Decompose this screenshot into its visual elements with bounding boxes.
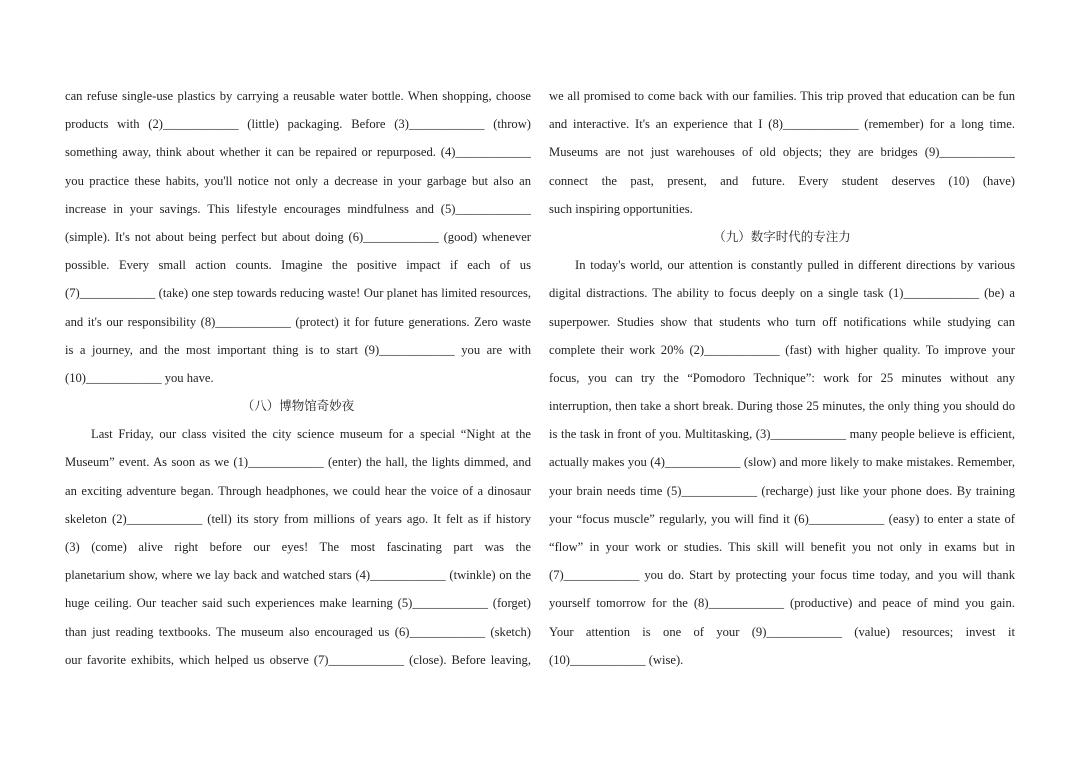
text-line: (3) (come) alive right before our eyes! The most fascinating part was the bbox=[65, 540, 531, 554]
text-line: “flow” in your work or studies. This skill will benefit you not only in exams but in bbox=[549, 540, 1015, 554]
text-line: is a journey, and the most important thing is to start (9)____________ you are with bbox=[65, 342, 531, 357]
text-line: is the task in front of you. Multitasking, (3)____________ many people believe is efficient, bbox=[549, 427, 1015, 442]
text-line: (10)____________ you have. bbox=[65, 370, 214, 385]
text-line: interruption, then take a short break. During those 25 minutes, the only thing you should do bbox=[549, 399, 1015, 414]
text-line: our favorite exhibits, which helped us observe (7)____________ (close). Before leaving, bbox=[65, 652, 531, 667]
text-line: huge ceiling. Our teacher said such experiences make learning (5)____________ (forget) bbox=[65, 596, 531, 611]
left-column bbox=[65, 82, 531, 674]
text-line: your “focus muscle” regularly, you will find it (6)____________ (easy) to enter a state of bbox=[549, 511, 1015, 526]
text-line: and interactive. It's an experience that I (8)____________ (remember) for a long time. bbox=[549, 117, 1015, 132]
section-heading-museum-night: （八）博物馆奇妙夜 bbox=[241, 398, 355, 414]
text-line: Your attention is one of your (9)____________ (value) resources; invest it bbox=[549, 624, 1015, 639]
text-line: than just reading textbooks. The museum also encouraged us (6)____________ (sketch) bbox=[65, 624, 531, 639]
text-line: and it's our responsibility (8)____________ (protect) it for future generations. Zero waste bbox=[65, 314, 531, 329]
text-line: (simple). It's not about being perfect but about doing (6)____________ (good) whenever bbox=[65, 229, 531, 244]
text-line: actually makes you (4)____________ (slow) and more likely to make mistakes. Remember, bbox=[549, 455, 1015, 470]
section-heading-digital-focus: （九）数字时代的专注力 bbox=[713, 228, 851, 244]
text-line: (7)____________ you do. Start by protecting your focus time today, and you will thank bbox=[549, 568, 1015, 583]
text-line: something away, think about whether it can be repaired or repurposed. (4)____________ bbox=[65, 145, 531, 160]
text-line: planetarium show, where we lay back and watched stars (4)____________ (twinkle) on the bbox=[65, 568, 531, 583]
text-line: possible. Every small action counts. Imagine the positive impact if each of us bbox=[65, 258, 531, 273]
text-line: focus, you can try the “Pomodoro Technique”: work for 25 minutes without any bbox=[549, 370, 1015, 385]
text-line: can refuse single-use plastics by carrying a reusable water bottle. When shopping, choose bbox=[65, 89, 531, 103]
text-line: products with (2)____________ (little) packaging. Before (3)____________ (throw) bbox=[65, 117, 531, 132]
text-line: Museum” event. As soon as we (1)____________ (enter) the hall, the lights dimmed, and bbox=[65, 455, 531, 470]
text-line: (7)____________ (take) one step towards reducing waste! Our planet has limited resources, bbox=[65, 286, 531, 301]
text-line: Last Friday, our class visited the city science museum for a special “Night at the bbox=[91, 427, 531, 442]
text-line: In today's world, our attention is constantly pulled in different directions by various bbox=[575, 258, 1015, 273]
text-line: increase in your savings. This lifestyle encourages mindfulness and (5)____________ bbox=[65, 201, 531, 216]
text-line: an exciting adventure began. Through headphones, we could hear the voice of a dinosaur bbox=[65, 483, 531, 498]
text-line: superpower. Studies show that students who turn off notifications while studying can bbox=[549, 314, 1015, 329]
text-line: your brain needs time (5)____________ (recharge) just like your phone does. By training bbox=[549, 483, 1015, 498]
text-line: you practice these habits, you'll notice not only a decrease in your garbage but also an bbox=[65, 173, 531, 188]
right-column bbox=[549, 82, 1015, 674]
text-line: (10)____________ (wise). bbox=[549, 652, 684, 667]
text-line: complete their work 20% (2)____________ (fast) with higher quality. To improve your bbox=[549, 342, 1015, 357]
text-line: yourself tomorrow for the (8)____________ (productive) and peace of mind you gain. bbox=[549, 596, 1015, 611]
text-line: Museums are not just warehouses of old objects; they are bridges (9)____________ bbox=[549, 145, 1015, 160]
text-line: connect the past, present, and future. Every student deserves (10) (have) bbox=[549, 173, 1015, 188]
text-line: skeleton (2)____________ (tell) its story from millions of years ago. It felt as if history bbox=[65, 511, 531, 526]
text-line: we all promised to come back with our families. This trip proved that education can be fun bbox=[549, 89, 1015, 103]
text-line: such inspiring opportunities. bbox=[549, 201, 693, 216]
text-line: digital distractions. The ability to focus deeply on a single task (1)____________ (be) a bbox=[549, 286, 1015, 301]
